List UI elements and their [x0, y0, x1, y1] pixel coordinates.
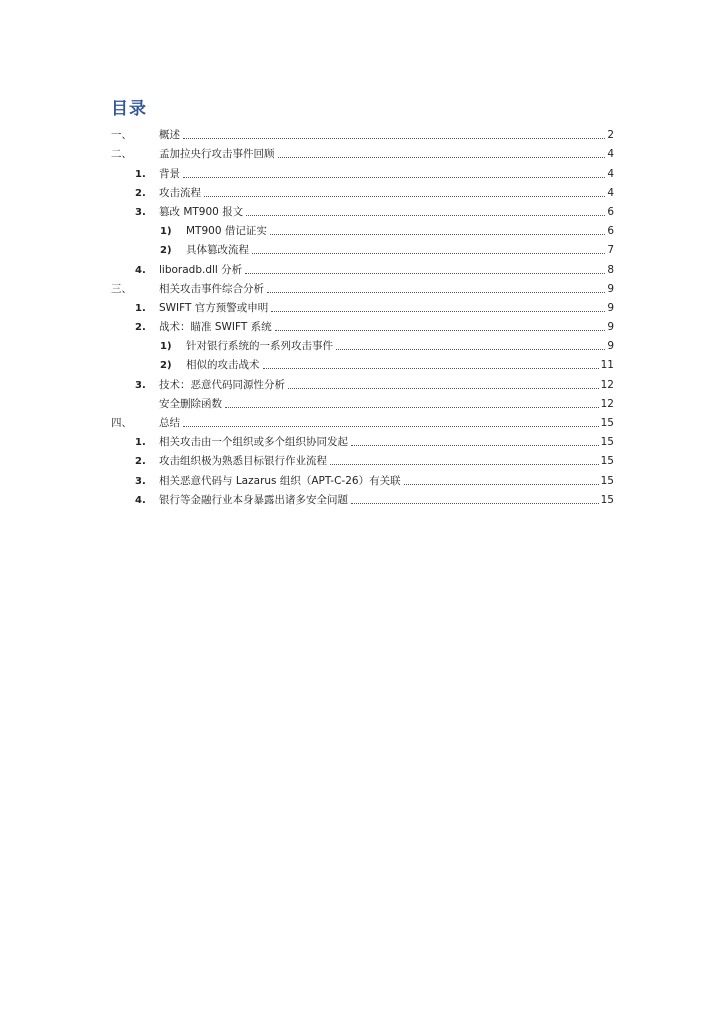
- toc-page-number[interactable]: 15: [600, 493, 614, 506]
- toc-dot-leader: [183, 425, 599, 427]
- toc-entry-label[interactable]: 针对银行系统的一系列攻击事件: [186, 340, 333, 353]
- toc-entry-line: [159, 398, 614, 411]
- toc-entry-number: 4.: [135, 494, 146, 506]
- toc-page-number[interactable]: 8: [607, 263, 614, 276]
- toc-dot-leader: [267, 291, 605, 293]
- toc-entry[interactable]: [111, 470, 614, 489]
- toc-entry-number: 3.: [135, 379, 146, 391]
- toc-entry[interactable]: [111, 163, 614, 182]
- toc-entry[interactable]: [111, 374, 614, 393]
- toc-entry-label[interactable]: 战术：瞄准 SWIFT 系统: [159, 321, 272, 334]
- toc-entry-number: 2.: [135, 187, 146, 199]
- toc-entry-label[interactable]: 总结: [159, 417, 180, 429]
- toc-dot-leader: [270, 233, 605, 235]
- toc-dot-leader: [183, 137, 605, 139]
- toc-entry-number: 2.: [135, 456, 146, 468]
- toc-page-number[interactable]: 6: [607, 225, 614, 238]
- toc-entry[interactable]: [111, 298, 614, 317]
- toc-dot-leader: [204, 195, 605, 197]
- toc-entry-line: [159, 168, 614, 181]
- toc-page-number[interactable]: 15: [600, 455, 614, 468]
- toc-entry[interactable]: [111, 490, 614, 509]
- toc-entry-number: 2): [160, 245, 172, 257]
- toc-entry-line: [159, 321, 614, 334]
- toc-entry-number: 1): [160, 226, 172, 238]
- toc-entry-line: [159, 475, 614, 488]
- toc-entry-line: [159, 148, 614, 161]
- toc-entry[interactable]: [111, 413, 614, 432]
- toc-entry[interactable]: [111, 259, 614, 278]
- toc-entry-label[interactable]: 攻击组织极为熟悉目标银行作业流程: [159, 455, 327, 468]
- toc-dot-leader: [278, 156, 606, 158]
- toc-page-number[interactable]: 12: [600, 397, 614, 410]
- toc-title: 目录: [111, 99, 147, 119]
- toc-dot-leader: [351, 444, 599, 446]
- toc-page-number[interactable]: 12: [600, 378, 614, 391]
- toc-entry[interactable]: [111, 451, 614, 470]
- toc-entry-number: 四、: [111, 417, 132, 429]
- toc-entry-label[interactable]: 相关攻击由一个组织或多个组织协同发起: [159, 436, 348, 449]
- toc-page-number[interactable]: 11: [600, 359, 614, 372]
- toc-entry-label[interactable]: 背景: [159, 167, 180, 180]
- toc-dot-leader: [263, 367, 599, 369]
- toc-dot-leader: [404, 483, 599, 485]
- toc-page-number[interactable]: 6: [607, 205, 614, 218]
- toc-entry-number: 1.: [135, 302, 146, 314]
- toc-entry-number: 4.: [135, 264, 146, 276]
- toc-entry[interactable]: [111, 394, 614, 413]
- toc-entry[interactable]: [111, 221, 614, 240]
- toc-entry-line: [159, 264, 614, 277]
- toc-entry[interactable]: [111, 432, 614, 451]
- toc-entry[interactable]: [111, 279, 614, 298]
- toc-page-number[interactable]: 15: [600, 436, 614, 449]
- toc-entry[interactable]: [111, 355, 614, 374]
- toc-dot-leader: [225, 406, 599, 408]
- toc-entry-label[interactable]: 相关恶意代码与 Lazarus 组织（APT-C-26）有关联: [159, 474, 401, 487]
- toc-entry-label[interactable]: 相似的攻击战术: [186, 359, 260, 372]
- toc-entry-line: [159, 302, 614, 315]
- toc-entry-label[interactable]: liboradb.dll 分析: [159, 263, 243, 276]
- toc-page-number[interactable]: 9: [607, 301, 614, 314]
- toc-entry-label[interactable]: 技术：恶意代码同源性分析: [159, 378, 285, 391]
- toc-entry[interactable]: [111, 202, 614, 221]
- toc-entry-number: 一、: [111, 129, 132, 142]
- toc-entry-number: 1.: [135, 437, 146, 449]
- toc-entry-number: 1.: [135, 168, 146, 180]
- toc-entry-line: [159, 129, 614, 142]
- toc-page-number[interactable]: 4: [607, 148, 614, 161]
- toc-page-number[interactable]: 9: [607, 340, 614, 353]
- table-of-contents: [111, 125, 614, 509]
- toc-page-number[interactable]: 4: [607, 186, 614, 199]
- toc-entry-label[interactable]: 孟加拉央行攻击事件回顾: [159, 148, 275, 161]
- toc-page-number[interactable]: 4: [607, 167, 614, 180]
- toc-dot-leader: [271, 310, 605, 312]
- toc-entry-label[interactable]: SWIFT 官方预警或申明: [159, 301, 269, 314]
- toc-entry-line: [159, 187, 614, 200]
- toc-entry[interactable]: [111, 183, 614, 202]
- toc-entry-label[interactable]: 安全删除函数: [159, 397, 222, 410]
- toc-entry-line: [159, 417, 614, 430]
- toc-entry-line: [186, 359, 614, 372]
- toc-dot-leader: [336, 348, 605, 350]
- toc-dot-leader: [275, 329, 606, 331]
- toc-page-number[interactable]: 9: [607, 282, 614, 295]
- toc-entry-label[interactable]: 相关攻击事件综合分析: [159, 282, 264, 295]
- toc-entry[interactable]: [111, 144, 614, 163]
- toc-entry-line: [186, 225, 614, 238]
- toc-entry[interactable]: [111, 336, 614, 355]
- toc-entry-number: 1): [160, 341, 172, 353]
- toc-dot-leader: [183, 176, 605, 178]
- toc-entry-number: 2.: [135, 322, 146, 334]
- toc-entry[interactable]: [111, 317, 614, 336]
- toc-entry-number: 2): [160, 360, 172, 372]
- toc-entry-label[interactable]: 攻击流程: [159, 186, 201, 199]
- toc-page-number[interactable]: 15: [600, 417, 614, 429]
- toc-entry-line: [186, 340, 614, 353]
- toc-entry-line: [159, 494, 614, 507]
- toc-dot-leader: [245, 272, 605, 274]
- toc-page-number[interactable]: 15: [600, 474, 614, 487]
- toc-entry-line: [159, 206, 614, 219]
- toc-entry-label[interactable]: 概述: [159, 129, 180, 142]
- toc-entry[interactable]: [111, 125, 614, 144]
- toc-entry-number: 三、: [111, 282, 132, 295]
- toc-page-number[interactable]: 9: [607, 321, 614, 334]
- toc-entry-number: 3.: [135, 206, 146, 218]
- toc-page-number[interactable]: 2: [607, 129, 614, 142]
- toc-entry-line: [159, 455, 614, 468]
- toc-entry-label[interactable]: 具体篡改流程: [186, 244, 249, 257]
- toc-entry-line: [159, 283, 614, 296]
- toc-dot-leader: [246, 214, 605, 216]
- toc-entry[interactable]: [111, 240, 614, 259]
- toc-entry-number: 二、: [111, 148, 132, 161]
- toc-dot-leader: [330, 463, 599, 465]
- toc-dot-leader: [288, 387, 599, 389]
- toc-entry-number: 3.: [135, 475, 146, 487]
- toc-entry-line: [159, 379, 614, 392]
- toc-dot-leader: [252, 252, 605, 254]
- toc-dot-leader: [351, 502, 599, 504]
- toc-entry-label[interactable]: 银行等金融行业本身暴露出诸多安全问题: [159, 493, 348, 506]
- toc-entry-line: [159, 436, 614, 449]
- toc-page-number[interactable]: 7: [607, 244, 614, 257]
- toc-entry-label[interactable]: 篡改 MT900 报文: [159, 205, 244, 218]
- toc-entry-line: [186, 244, 614, 257]
- toc-entry-label[interactable]: MT900 借记证实: [186, 225, 267, 238]
